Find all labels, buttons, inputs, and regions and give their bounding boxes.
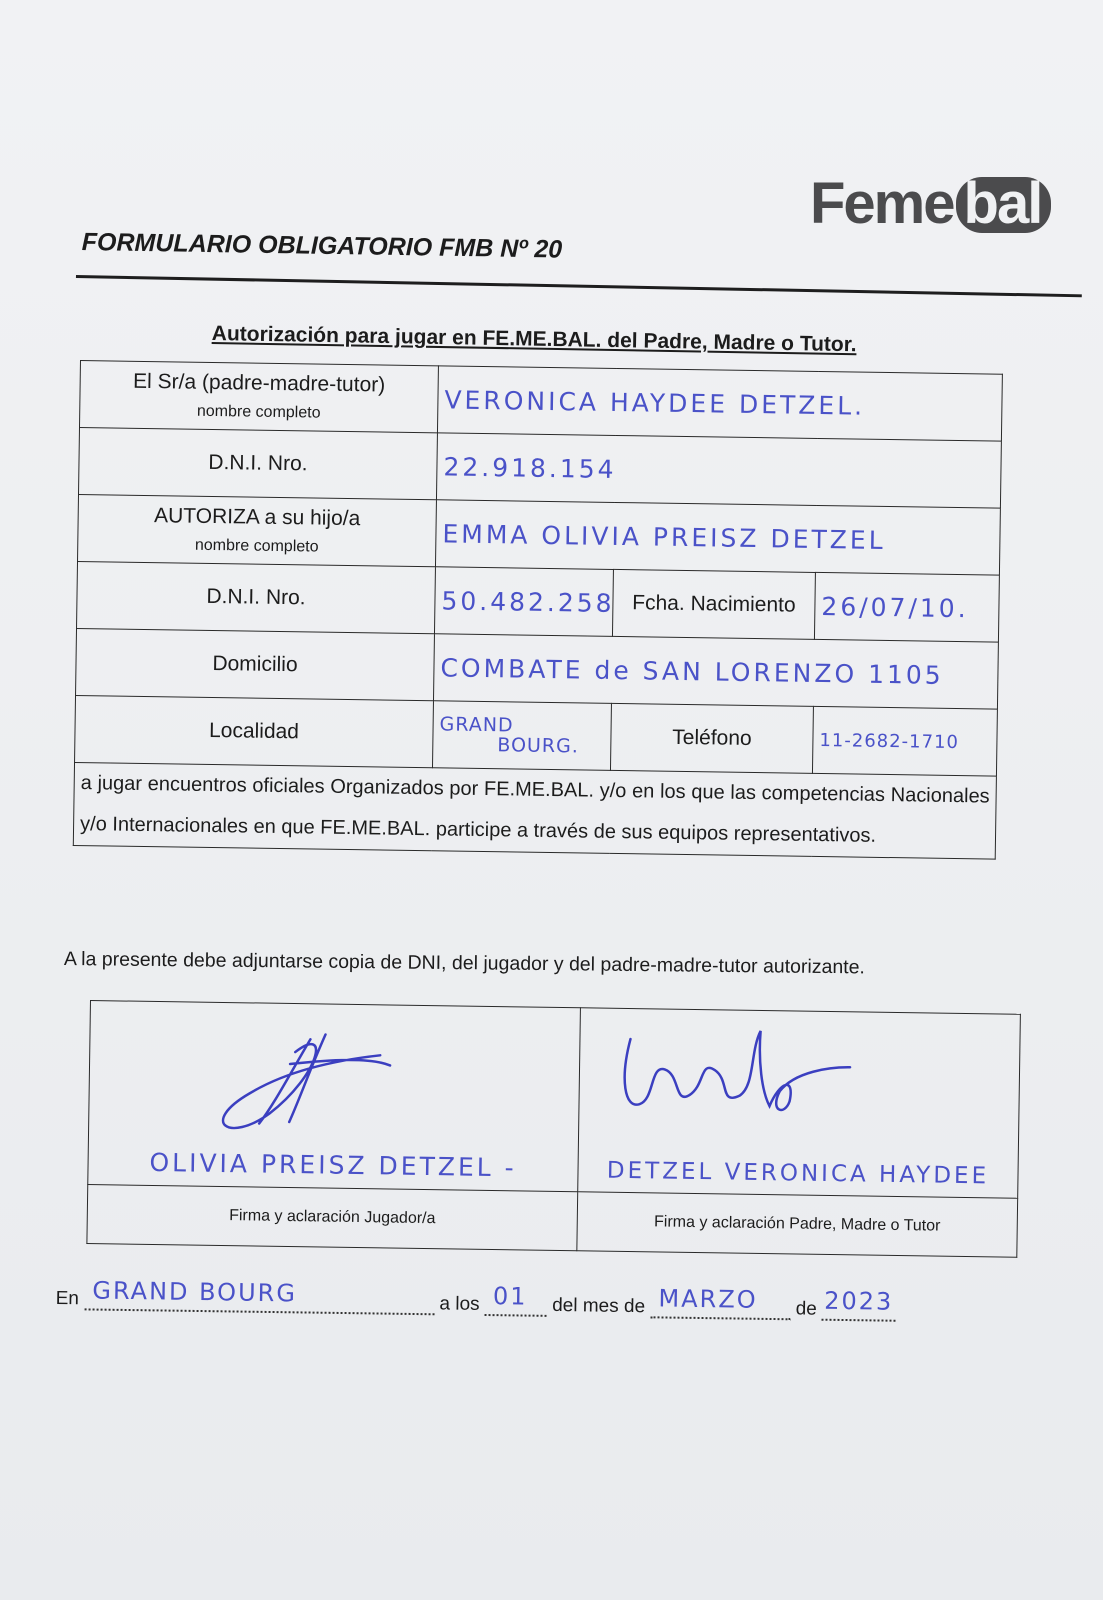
parent-printed-name: DETZEL VERONICA HAYDEE (606, 1157, 990, 1190)
city-line-1: GRAND (439, 713, 514, 737)
player-signature-icon (89, 1001, 581, 1138)
form-subtitle: Autorización para jugar en FE.ME.BAL. del Padre, Madre o Tutor. (211, 322, 857, 357)
city-field[interactable] (432, 701, 611, 771)
month-field[interactable] (650, 1286, 790, 1320)
address-label: Domicilio (212, 651, 298, 677)
child-label: AUTORIZA a su hijo/a (153, 504, 361, 531)
child-dni-field[interactable]: 50.482.258 (441, 585, 615, 618)
city-label: Localidad (208, 718, 300, 744)
city-line-2: BOURG. (497, 734, 580, 758)
femebal-logo (810, 170, 1051, 237)
date-place-line (56, 1278, 897, 1322)
player-signature-box[interactable] (88, 1001, 581, 1192)
player-signature-caption: Firma y aclaración Jugador/a (87, 1184, 578, 1250)
phone-field[interactable]: 11-2682-1710 (819, 729, 960, 753)
phone-label: Teléfono (672, 725, 752, 751)
parent-dni-field[interactable]: 22.918.154 (443, 451, 617, 484)
child-dni-label: D.N.I. Nro. (206, 584, 306, 610)
attachment-note: A la presente debe adjuntarse copia de DNI, del jugador y del padre-madre-tutor autorizante. (63, 948, 866, 979)
en-label: En (55, 1287, 80, 1310)
logo-text: Feme (810, 171, 954, 236)
parent-label: El Sr/a (padre-madre-tutor) (132, 369, 386, 397)
authorization-form (73, 360, 1002, 860)
parent-dni-label: D.N.I. Nro. (208, 450, 308, 476)
parent-signature-caption: Firma y aclaración Padre, Madre o Tutor (577, 1192, 1018, 1258)
day-value: 01 (492, 1282, 528, 1311)
authorization-text-row (73, 762, 996, 859)
mes-label: del mes de (552, 1294, 646, 1318)
year-value: 2023 (824, 1286, 894, 1316)
form-title: FORMULARIO OBLIGATORIO FMB Nº 20 (81, 228, 563, 264)
logo-text-badge: bal (956, 177, 1052, 233)
birth-date-label: Fcha. Nacimiento (632, 591, 796, 617)
year-field[interactable] (822, 1286, 896, 1322)
player-printed-name: OLIVIA PREISZ DETZEL - (149, 1147, 517, 1183)
signature-section (86, 1000, 1020, 1258)
parent-name-field[interactable]: VERONICA HAYDEE DETZEL. (444, 384, 866, 421)
birth-date-field[interactable]: 26/07/10. (821, 591, 969, 623)
parent-signature-icon (579, 1008, 1021, 1145)
parent-signature-box[interactable] (578, 1008, 1021, 1199)
header-rule (76, 275, 1082, 297)
a-los-label: a los (439, 1293, 480, 1315)
child-sublabel: nombre completo (194, 536, 319, 556)
place-value: GRAND BOURG (92, 1276, 298, 1308)
authorization-text: a jugar encuentros oficiales Organizados por FE.ME.BAL. y/o en los que las competencias Nacionales y/o Internacionales en que FE.ME.BAL. participe a través de sus equipos representativos. (73, 762, 996, 859)
address-field[interactable]: COMBATE de SAN LORENZO 1105 (440, 652, 944, 690)
parent-sublabel: nombre completo (196, 402, 321, 422)
place-field[interactable] (84, 1278, 434, 1315)
month-value: MARZO (658, 1284, 758, 1314)
day-field[interactable] (485, 1284, 547, 1317)
de-label: de (795, 1298, 817, 1320)
child-name-field[interactable]: EMMA OLIVIA PREISZ DETZEL (442, 518, 886, 555)
